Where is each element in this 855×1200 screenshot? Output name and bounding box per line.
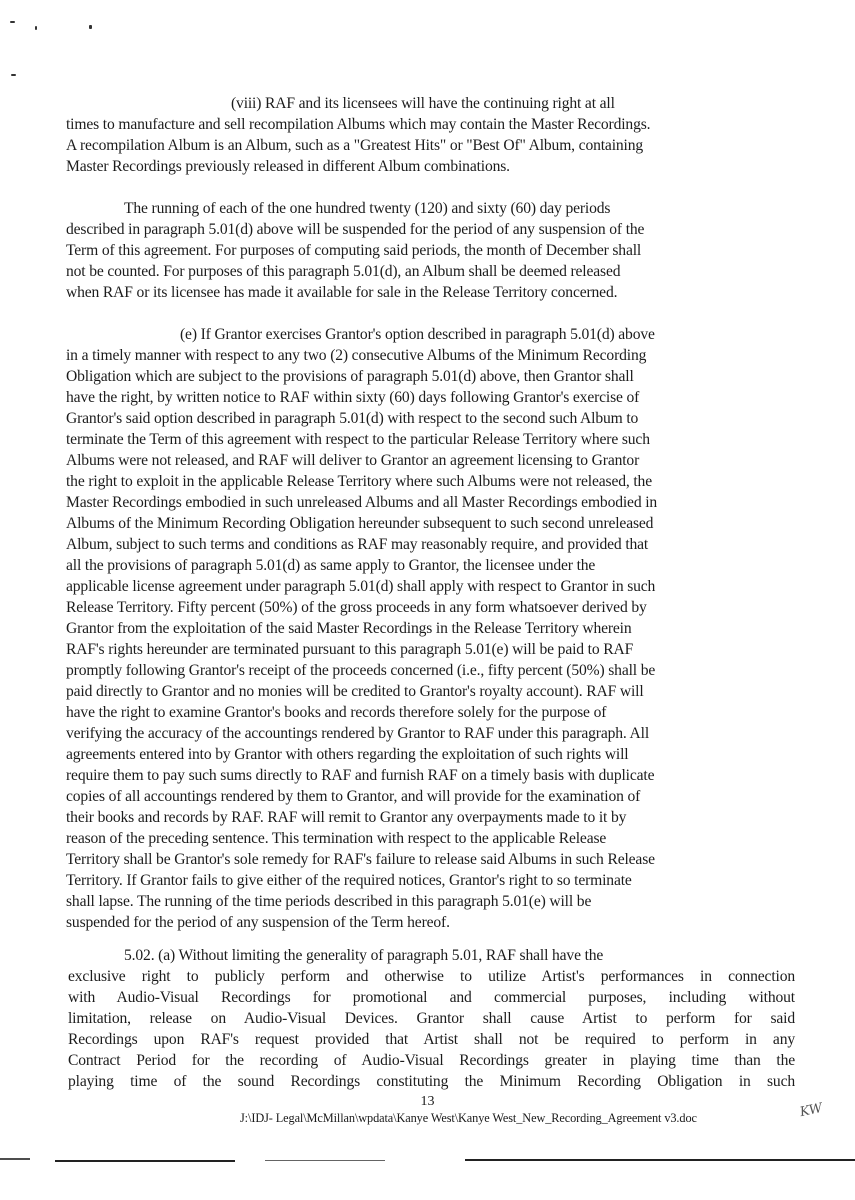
handwritten-initials: KW <box>798 1100 824 1121</box>
text-line: applicable license agreement under paragraph 5.01(d) shall apply with respect to Grantor in such <box>66 578 656 595</box>
text-line: Grantor from the exploitation of the said Master Recordings in the Release Territory wherein <box>66 620 632 637</box>
text-line: Recordings upon RAF's request provided that Artist shall not be required to perform in any <box>68 1031 795 1048</box>
scan-edge-line <box>0 1158 30 1160</box>
text-line: with Audio-Visual Recordings for promotional and commercial purposes, including without <box>68 989 795 1006</box>
text-line: playing time of the sound Recordings constituting the Minimum Recording Obligation in such <box>68 1073 795 1090</box>
text-line: A recompilation Album is an Album, such as a "Greatest Hits" or "Best Of" Album, containing <box>66 137 644 154</box>
text-line: reason of the preceding sentence. This termination with respect to the applicable Release <box>66 830 607 847</box>
text-line: agreements entered into by Grantor with others regarding the exploitation of such rights will <box>66 746 629 763</box>
scan-edge-line <box>265 1160 385 1161</box>
text-line: verifying the accuracy of the accountings rendered by Grantor to RAF under this paragraph. All <box>66 725 650 742</box>
scan-speck <box>10 21 15 23</box>
text-line: limitation, release on Audio-Visual Devices. Grantor shall cause Artist to perform for said <box>68 1010 795 1027</box>
text-line: suspended for the period of any suspension of the Term hereof. <box>66 914 450 931</box>
text-line: all the provisions of paragraph 5.01(d) as same apply to Grantor, the licensee under the <box>66 557 596 574</box>
text-line: terminate the Term of this agreement with respect to the particular Release Territory where such <box>66 431 650 448</box>
text-line: the right to exploit in the applicable Release Territory where such Albums were not released, the <box>66 473 652 490</box>
text-line: (viii) RAF and its licensees will have the continuing right at all <box>231 95 615 112</box>
file-path: J:\IDJ- Legal\McMillan\wpdata\Kanye West\Kanye West_New_Recording_Agreement v3.doc <box>240 1111 697 1125</box>
scan-speck <box>11 74 16 76</box>
page-number: 13 <box>420 1094 435 1109</box>
text-line: Albums were not released, and RAF will deliver to Grantor an agreement licensing to Grantor <box>66 452 640 469</box>
text-line: copies of all accountings rendered by them to Grantor, and will provide for the examination of <box>66 788 641 805</box>
text-line: Obligation which are subject to the provisions of paragraph 5.01(d) above, then Grantor shall <box>66 368 634 385</box>
text-line: described in paragraph 5.01(d) above will be suspended for the period of any suspension of the <box>66 221 645 238</box>
text-line: times to manufacture and sell recompilation Albums which may contain the Master Recordings. <box>66 116 651 133</box>
text-line: (e) If Grantor exercises Grantor's option described in paragraph 5.01(d) above <box>180 326 655 343</box>
text-line: their books and records by RAF. RAF will remit to Grantor any overpayments made to it by <box>66 809 627 826</box>
text-line: Territory. If Grantor fails to give either of the required notices, Grantor's right to so terminate <box>66 872 632 889</box>
text-line: Albums of the Minimum Recording Obligation hereunder subsequent to such second unreleased <box>66 515 654 532</box>
text-line: Term of this agreement. For purposes of computing said periods, the month of December shall <box>66 242 642 259</box>
text-line: have the right, by written notice to RAF within sixty (60) days following Grantor's exercise of <box>66 389 640 406</box>
scan-edge-line <box>465 1159 855 1161</box>
scan-edge-line <box>55 1160 235 1162</box>
text-line: Grantor's said option described in paragraph 5.01(d) with respect to the second such Album to <box>66 410 639 427</box>
text-line: Album, subject to such terms and conditions as RAF may reasonably require, and provided that <box>66 536 649 553</box>
text-line: Release Territory. Fifty percent (50%) of the gross proceeds in any form whatsoever derived by <box>66 599 647 616</box>
text-line: Master Recordings previously released in different Album combinations. <box>66 158 510 175</box>
scan-speck <box>35 26 37 30</box>
text-line: Contract Period for the recording of Audio-Visual Recordings greater in playing time than the <box>68 1052 795 1069</box>
text-line: exclusive right to publicly perform and otherwise to utilize Artist's performances in connection <box>68 968 795 985</box>
text-line: Territory shall be Grantor's sole remedy for RAF's failure to release said Albums in such Release <box>66 851 655 868</box>
text-line: 5.02. (a) Without limiting the generality of paragraph 5.01, RAF shall have the <box>124 947 604 964</box>
text-line: paid directly to Grantor and no monies will be credited to Grantor's royalty account). RAF will <box>66 683 644 700</box>
text-line: The running of each of the one hundred twenty (120) and sixty (60) day periods <box>124 200 611 217</box>
text-line: require them to pay such sums directly to RAF and furnish RAF on a timely basis with duplicate <box>66 767 655 784</box>
text-line: shall lapse. The running of the time periods described in this paragraph 5.01(e) will be <box>66 893 592 910</box>
text-line: in a timely manner with respect to any two (2) consecutive Albums of the Minimum Recording <box>66 347 647 364</box>
text-line: have the right to examine Grantor's books and records therefore solely for the purpose of <box>66 704 607 721</box>
text-line: promptly following Grantor's receipt of the proceeds concerned (i.e., fifty percent (50%) shall be <box>66 662 656 679</box>
text-line: Master Recordings embodied in such unreleased Albums and all Master Recordings embodied in <box>66 494 658 511</box>
text-line: when RAF or its licensee has made it available for sale in the Release Territory concerned. <box>66 284 618 301</box>
text-line: not be counted. For purposes of this paragraph 5.01(d), an Album shall be deemed released <box>66 263 621 280</box>
scan-speck <box>89 25 92 29</box>
text-line: RAF's rights hereunder are terminated pursuant to this paragraph 5.01(e) will be paid to RAF <box>66 641 634 658</box>
